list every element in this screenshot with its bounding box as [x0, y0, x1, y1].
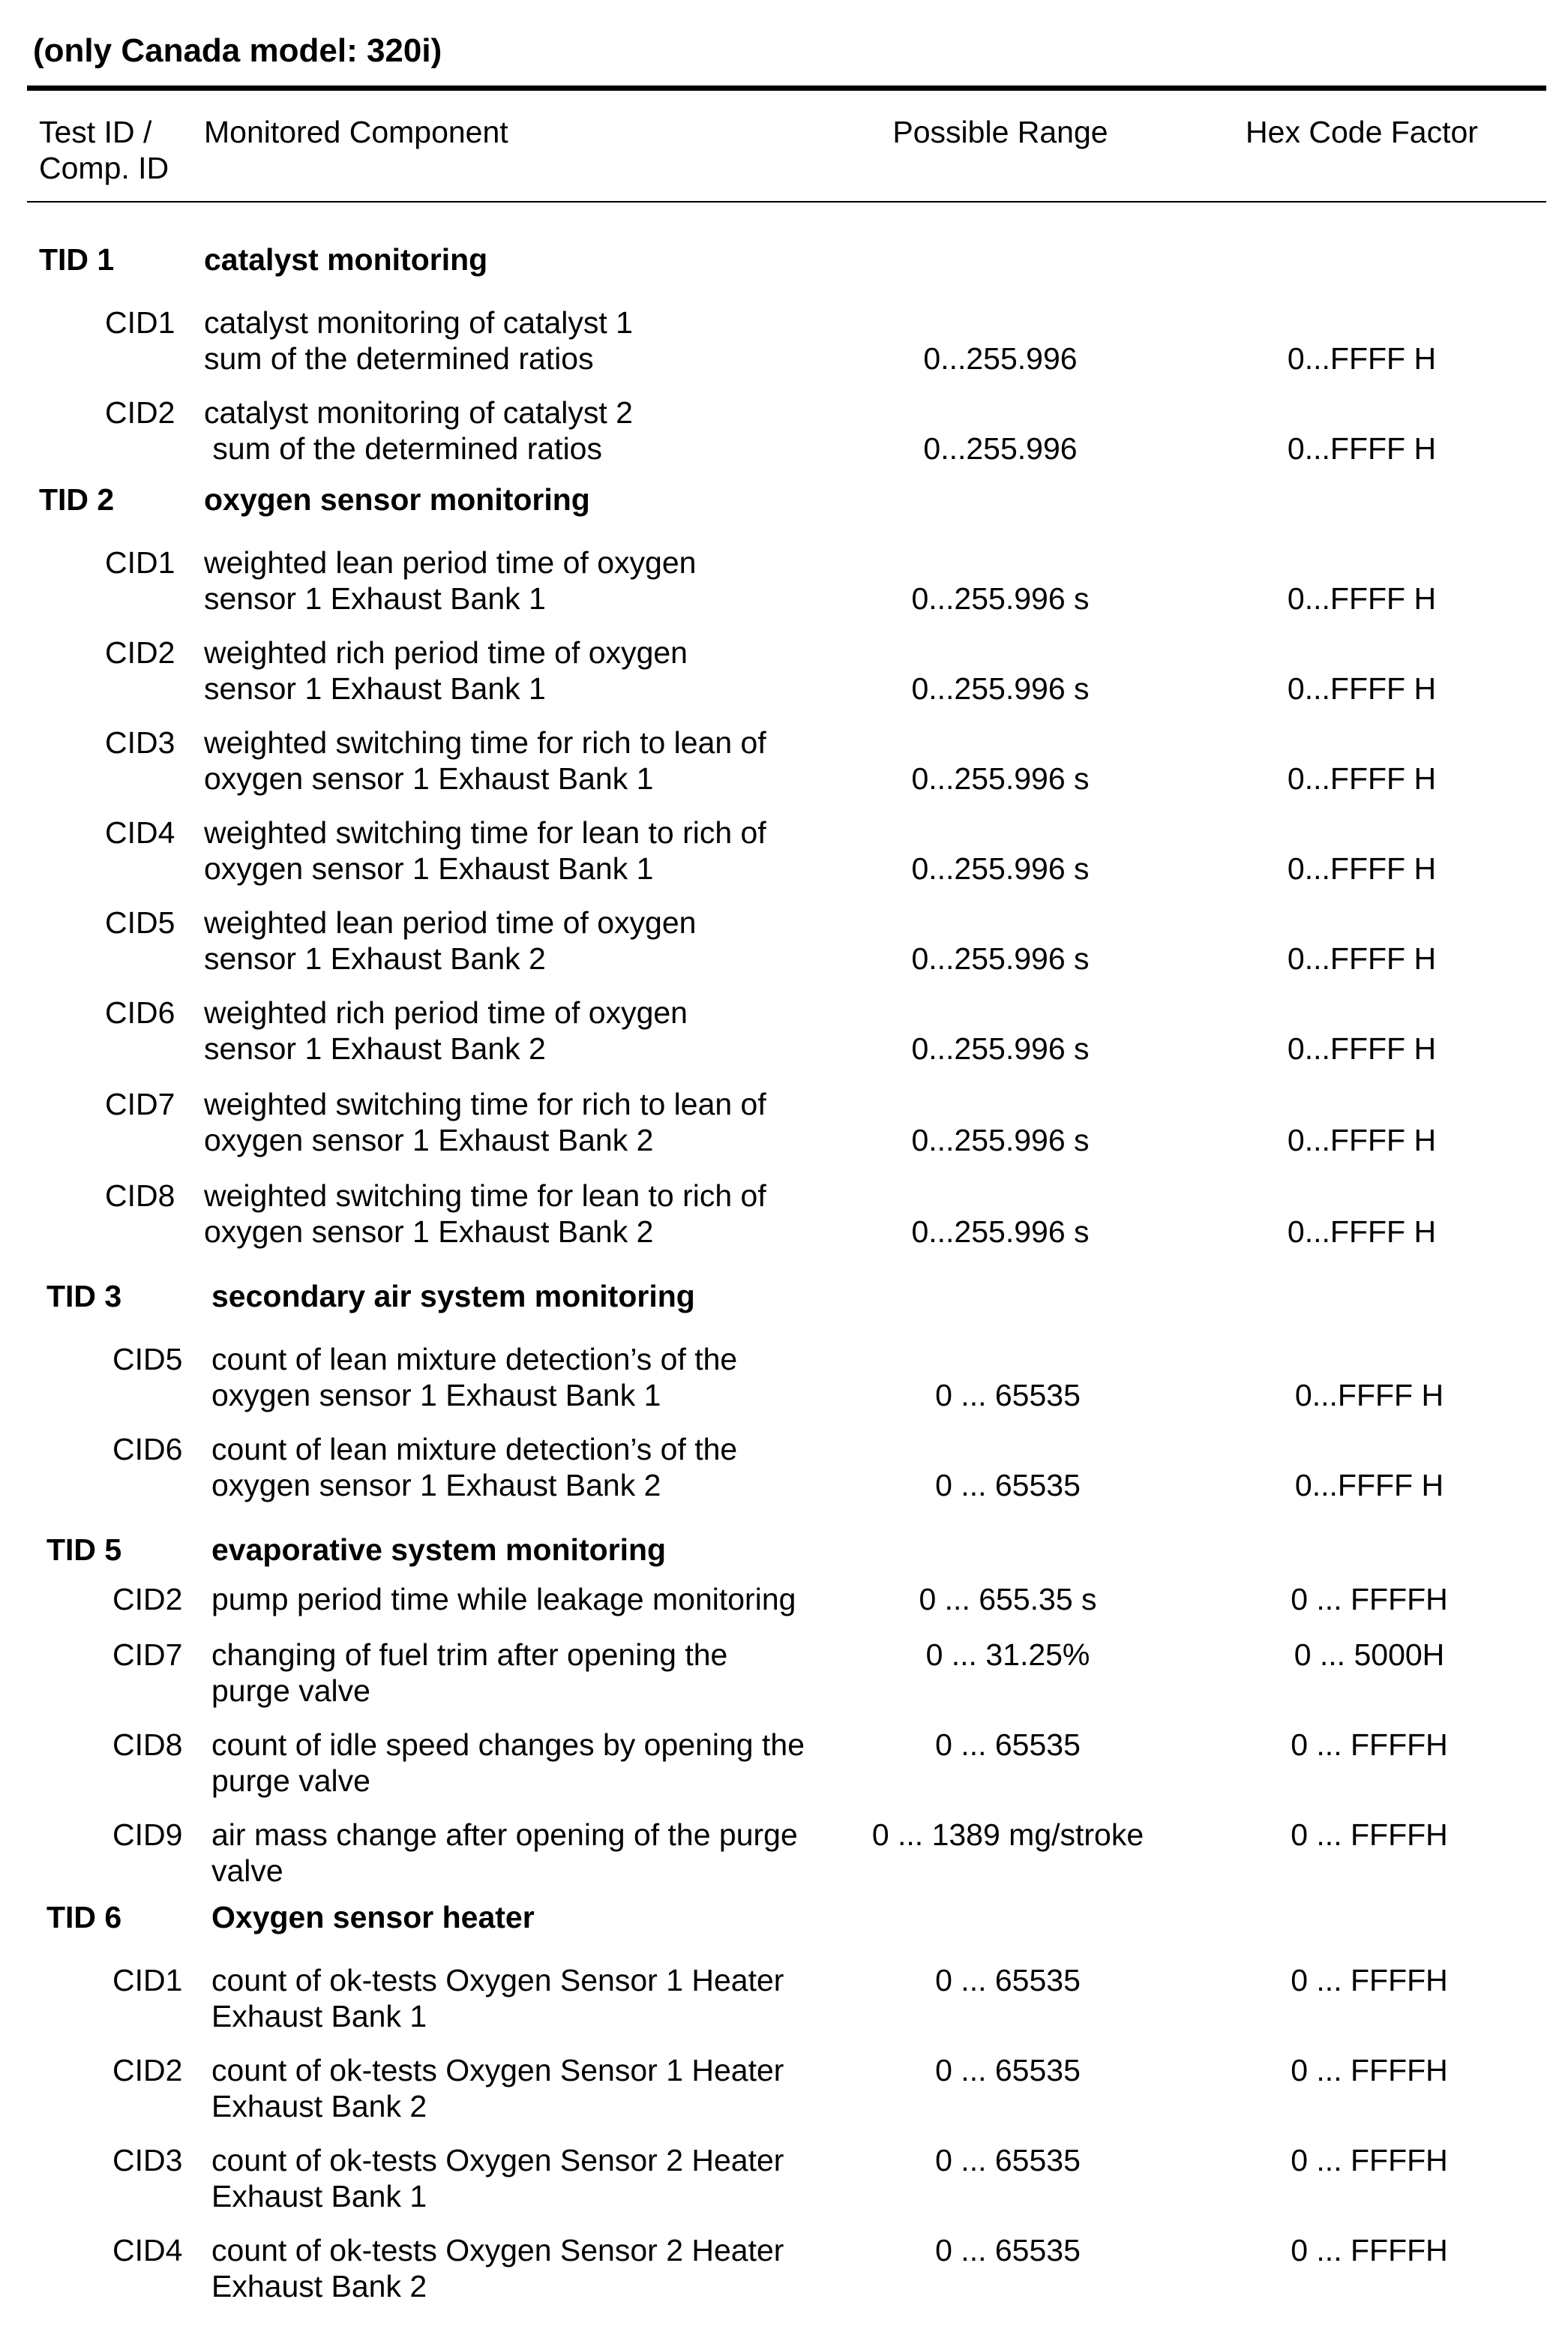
hex-code-factor: 0...FFFF H	[1287, 341, 1437, 376]
component-id: CID6	[105, 995, 175, 1030]
component-description-line: oxygen sensor 1 Exhaust Bank 2	[204, 1214, 654, 1249]
possible-range: 0 ... 65535	[935, 1468, 1081, 1502]
hex-code-factor: 0 ... FFFFH	[1291, 2233, 1448, 2267]
component-description-line: oxygen sensor 1 Exhaust Bank 2	[204, 1123, 654, 1157]
hex-code-factor: 0...FFFF H	[1287, 761, 1437, 796]
component-description-line: sensor 1 Exhaust Bank 2	[204, 941, 546, 976]
test-group-title: secondary air system monitoring	[211, 1279, 695, 1313]
component-id: CID4	[105, 815, 175, 850]
component-description-line: valve	[211, 1853, 283, 1888]
component-description-line: oxygen sensor 1 Exhaust Bank 1	[211, 1378, 661, 1412]
component-description-line: Exhaust Bank 1	[211, 2179, 427, 2213]
hex-code-factor: 0...FFFF H	[1287, 1123, 1437, 1157]
component-description-line: weighted lean period time of oxygen	[204, 905, 697, 940]
hex-code-factor: 0 ... FFFFH	[1291, 1817, 1448, 1852]
component-id: CID7	[112, 1637, 183, 1672]
component-id: CID4	[112, 2233, 183, 2267]
hex-code-factor: 0...FFFF H	[1287, 941, 1437, 976]
possible-range: 0...255.996 s	[911, 581, 1090, 616]
possible-range: 0 ... 65535	[935, 1727, 1081, 1762]
component-description-line: count of lean mixture detection’s of the	[211, 1432, 738, 1466]
hex-code-factor: 0...FFFF H	[1287, 581, 1437, 616]
header-range: Possible Range	[892, 115, 1108, 149]
test-group-title: oxygen sensor monitoring	[204, 482, 590, 517]
header-test-id-line1: Test ID /	[39, 115, 152, 149]
component-description-line: count of idle speed changes by opening the	[211, 1727, 805, 1762]
component-description-line: count of ok-tests Oxygen Sensor 2 Heater	[211, 2233, 784, 2267]
hex-code-factor: 0...FFFF H	[1287, 851, 1437, 886]
possible-range: 0...255.996 s	[911, 1123, 1090, 1157]
hex-code-factor: 0 ... FFFFH	[1291, 1582, 1448, 1616]
component-description-line: count of ok-tests Oxygen Sensor 1 Heater	[211, 2053, 784, 2087]
possible-range: 0...255.996 s	[911, 1214, 1090, 1249]
hex-code-factor: 0 ... FFFFH	[1291, 2053, 1448, 2087]
test-id-label: TID 5	[46, 1532, 122, 1567]
hex-code-factor: 0...FFFF H	[1287, 1031, 1437, 1066]
header-component: Monitored Component	[204, 115, 508, 149]
hex-code-factor: 0...FFFF H	[1287, 431, 1437, 466]
component-description-line: oxygen sensor 1 Exhaust Bank 2	[211, 1468, 661, 1502]
component-id: CID1	[105, 545, 175, 580]
test-id-label: TID 6	[46, 1900, 122, 1934]
possible-range: 0...255.996 s	[911, 1031, 1090, 1066]
component-id: CID1	[105, 305, 175, 340]
possible-range: 0 ... 65535	[935, 2233, 1081, 2267]
component-description-line: Exhaust Bank 1	[211, 1999, 427, 2033]
component-description-line: catalyst monitoring of catalyst 1	[204, 305, 633, 340]
component-id: CID1	[112, 1963, 183, 1997]
test-id-label: TID 2	[39, 482, 115, 517]
component-description-line: weighted rich period time of oxygen	[204, 635, 688, 670]
component-description-line: Exhaust Bank 2	[211, 2089, 427, 2123]
component-id: CID8	[112, 1727, 183, 1762]
test-group-title: evaporative system monitoring	[211, 1532, 667, 1567]
possible-range: 0...255.996 s	[911, 761, 1090, 796]
possible-range: 0...255.996	[923, 341, 1078, 376]
component-id: CID5	[112, 1342, 183, 1376]
component-description-line: weighted switching time for lean to rich of	[204, 1178, 766, 1213]
possible-range: 0...255.996 s	[911, 941, 1090, 976]
component-id: CID2	[112, 1582, 183, 1616]
test-group-title: Oxygen sensor heater	[211, 1900, 535, 1934]
component-description-line: oxygen sensor 1 Exhaust Bank 1	[204, 851, 654, 886]
component-description-line: sensor 1 Exhaust Bank 1	[204, 671, 546, 706]
test-id-label: TID 1	[39, 242, 115, 277]
component-description-line: oxygen sensor 1 Exhaust Bank 1	[204, 761, 654, 796]
component-id: CID7	[105, 1087, 175, 1121]
component-description-line: changing of fuel trim after opening the	[211, 1637, 728, 1672]
component-description-line: sensor 1 Exhaust Bank 2	[204, 1031, 546, 1066]
component-id: CID9	[112, 1817, 183, 1852]
component-description-line: weighted switching time for lean to rich of	[204, 815, 766, 850]
hex-code-factor: 0 ... 5000H	[1294, 1637, 1445, 1672]
component-id: CID3	[105, 725, 175, 760]
component-id: CID2	[105, 635, 175, 670]
component-description-line: Exhaust Bank 2	[211, 2269, 427, 2303]
hex-code-factor: 0 ... FFFFH	[1291, 1727, 1448, 1762]
test-id-label: TID 3	[46, 1279, 122, 1313]
component-description-line: weighted rich period time of oxygen	[204, 995, 688, 1030]
header-test-id-line2: Comp. ID	[39, 151, 169, 185]
component-description-line: count of lean mixture detection’s of the	[211, 1342, 738, 1376]
component-id: CID8	[105, 1178, 175, 1213]
possible-range: 0...255.996	[923, 431, 1078, 466]
component-description-line: weighted switching time for rich to lean of	[204, 725, 766, 760]
component-description-line: purge valve	[211, 1763, 370, 1798]
component-description-line: catalyst monitoring of catalyst 2	[204, 395, 633, 430]
component-id: CID3	[112, 2143, 183, 2177]
component-description-line: air mass change after opening of the purge	[211, 1817, 798, 1852]
hex-code-factor: 0 ... FFFFH	[1291, 2143, 1448, 2177]
possible-range: 0...255.996 s	[911, 851, 1090, 886]
component-description-line: sensor 1 Exhaust Bank 1	[204, 581, 546, 616]
component-description-line: sum of the determined ratios	[204, 431, 602, 466]
hex-code-factor: 0 ... FFFFH	[1291, 1963, 1448, 1997]
component-description-line: pump period time while leakage monitoring	[211, 1582, 796, 1616]
page-title: (only Canada model: 320i)	[33, 32, 442, 69]
component-description-line: weighted switching time for rich to lean of	[204, 1087, 766, 1121]
possible-range: 0 ... 655.35 s	[919, 1582, 1097, 1616]
hex-code-factor: 0...FFFF H	[1287, 1214, 1437, 1249]
component-id: CID6	[112, 1432, 183, 1466]
component-description-line: sum of the determined ratios	[204, 341, 594, 376]
possible-range: 0...255.996 s	[911, 671, 1090, 706]
possible-range: 0 ... 65535	[935, 1378, 1081, 1412]
possible-range: 0 ... 65535	[935, 1963, 1081, 1997]
header-hex: Hex Code Factor	[1246, 115, 1478, 149]
possible-range: 0 ... 1389 mg/stroke	[871, 1817, 1144, 1852]
header-rule	[27, 201, 1546, 203]
hex-code-factor: 0...FFFF H	[1287, 671, 1437, 706]
possible-range: 0 ... 65535	[935, 2143, 1081, 2177]
component-id: CID2	[112, 2053, 183, 2087]
possible-range: 0 ... 65535	[935, 2053, 1081, 2087]
hex-code-factor: 0...FFFF H	[1294, 1378, 1444, 1412]
component-description-line: count of ok-tests Oxygen Sensor 2 Heater	[211, 2143, 784, 2177]
component-description-line: count of ok-tests Oxygen Sensor 1 Heater	[211, 1963, 784, 1997]
test-group-title: catalyst monitoring	[204, 242, 488, 277]
component-id: CID5	[105, 905, 175, 940]
component-description-line: purge valve	[211, 1673, 370, 1708]
possible-range: 0 ... 31.25%	[925, 1637, 1090, 1672]
component-id: CID2	[105, 395, 175, 430]
hex-code-factor: 0...FFFF H	[1294, 1468, 1444, 1502]
component-description-line: weighted lean period time of oxygen	[204, 545, 697, 580]
title-rule	[27, 86, 1546, 91]
